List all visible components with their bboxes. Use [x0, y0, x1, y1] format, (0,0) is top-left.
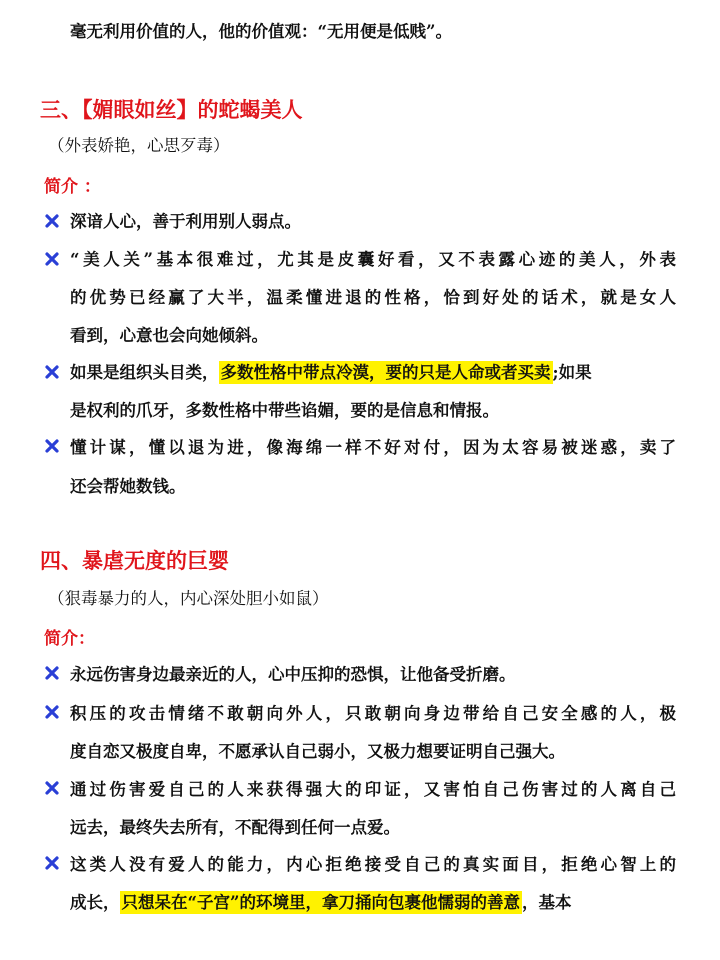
section4-item4-pre: 成长， [70, 893, 120, 912]
section4-subtitle: （狠毒暴力的人，内心深处胆小如鼠） [48, 589, 329, 608]
section4-item4-post: ，基本 [521, 893, 572, 912]
section3-item1-line1: 深谙人心，善于利用别人弱点。 [70, 212, 301, 231]
x-mark-icon [44, 855, 60, 871]
section3-heading: 三、【媚眼如丝】的蛇蝎美人 [40, 97, 303, 122]
section4-heading: 四、暴虐无度的巨婴 [40, 548, 229, 573]
section4-item4-line1: 这类人没有爱人的能力，内心拒绝接受自己的真实面目，拒绝心智上的 [70, 855, 676, 874]
x-mark-icon [44, 213, 60, 229]
x-mark-icon [44, 364, 60, 380]
x-mark-icon [44, 665, 60, 681]
section4-item1-line1: 永远伤害身边最亲近的人，心中压抑的恐惧，让他备受折磨。 [70, 665, 516, 684]
section4-item3-line2: 远去，最终失去所有，不配得到任何一点爱。 [70, 818, 400, 837]
section3-item2-line3: 看到，心意也会向她倾斜。 [70, 326, 268, 345]
section4-item3-line1: 通过伤害爱自己的人来获得强大的印证，又害怕自己伤害过的人离自己 [70, 780, 676, 799]
section3-item3-post: ;如果 [552, 363, 592, 382]
section3-item4-line2: 还会帮她数钱。 [70, 477, 186, 496]
top-continuation-line: 毫无利用价值的人，他的价值观：“无用便是低贱”。 [70, 22, 452, 41]
x-mark-icon [44, 704, 60, 720]
section3-item3-line2: 是权利的爪牙，多数性格中带些谄媚，要的是信息和情报。 [70, 401, 499, 420]
x-mark-icon [44, 251, 60, 267]
section4-item2-line2: 度自恋又极度自卑，不愿承认自己弱小，又极力想要证明自己强大。 [70, 742, 565, 761]
section3-item2-line1: “美人关”基本很难过，尤其是皮囊好看，又不表露心迹的美人，外表 [70, 250, 676, 269]
section4-intro-label: 简介： [44, 629, 95, 649]
section3-item4-line1: 懂计谋，懂以退为进，像海绵一样不好对付，因为太容易被迷惑，卖了 [70, 438, 676, 457]
section3-intro-label: 简介 ： [44, 177, 101, 197]
section4-item2-line1: 积压的攻击情绪不敢朝向外人，只敢朝向身边带给自己安全感的人，极 [70, 704, 676, 723]
section3-subtitle: （外表娇艳，心思歹毒） [48, 136, 230, 155]
section3-item3-highlight: 多数性格中带点冷漠，要的只是人命或者买卖 [220, 363, 551, 382]
section4-item4-line2 [70, 892, 571, 914]
section4-item4-highlight: 只想呆在“子宫”的环境里，拿刀捅向包裹他懦弱的善意 [121, 893, 520, 912]
section3-item2-line2: 的优势已经赢了大半，温柔懂进退的性格，恰到好处的话术，就是女人 [70, 288, 676, 307]
x-mark-icon [44, 780, 60, 796]
x-mark-icon [44, 438, 60, 454]
section3-item3-pre: 如果是组织头目类， [70, 363, 219, 382]
section3-item3-line1 [70, 362, 592, 384]
